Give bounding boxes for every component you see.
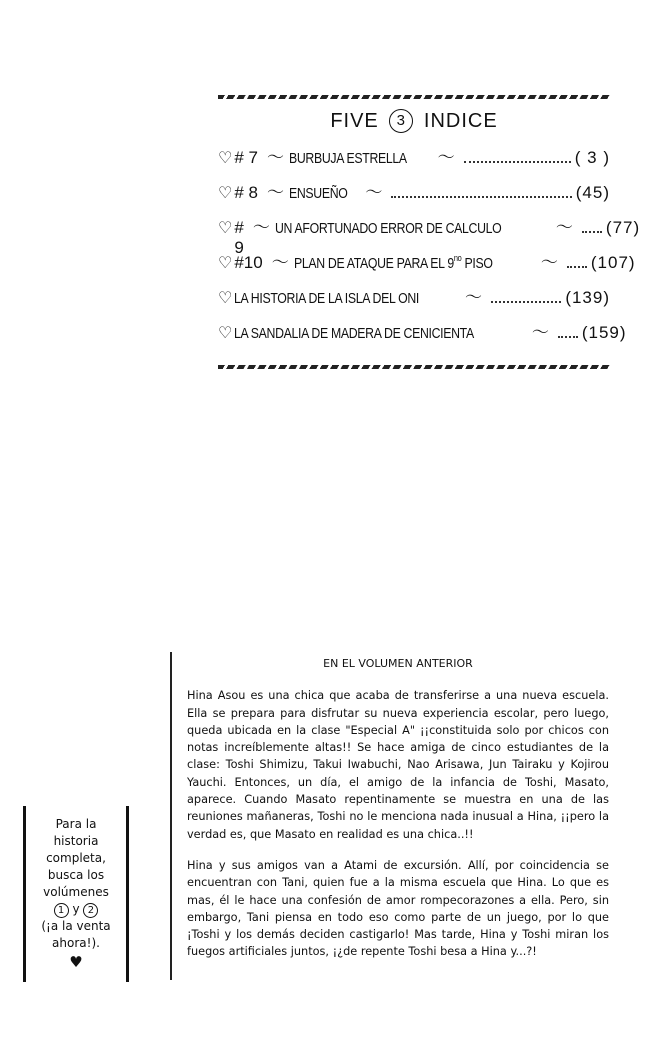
heart-icon: ♡ xyxy=(218,255,233,272)
page-number: (107) xyxy=(590,253,636,272)
chapter-title-part: PLAN DE ATAQUE PARA EL 9 xyxy=(293,255,454,272)
toc-entry xyxy=(218,248,636,283)
dot-leader xyxy=(567,266,587,268)
sidebar-line: ahora!). xyxy=(52,936,100,950)
sidebar-border-right xyxy=(126,806,129,982)
toc-title-label: INDICE xyxy=(423,110,498,132)
tilde-icon: 〜 xyxy=(271,253,289,272)
decorative-border-top xyxy=(218,95,610,99)
previous-volume-summary xyxy=(187,655,609,975)
sidebar-and: y xyxy=(72,902,80,916)
sidebar-line: Para la xyxy=(55,817,97,831)
page-number: (45) xyxy=(575,183,610,202)
tilde-icon: 〜 xyxy=(365,183,383,202)
tilde-icon: 〜 xyxy=(555,218,573,237)
page-number: (77) xyxy=(605,218,641,237)
chapter-title: BURBUJA ESTRELLA xyxy=(288,150,407,167)
sidebar-line: historia xyxy=(53,834,99,848)
volume-number-circle: 3 xyxy=(389,109,413,133)
toc-entry xyxy=(218,213,641,257)
chapter-number: # 8 xyxy=(234,183,258,202)
chapter-title xyxy=(294,253,493,272)
heart-icon: ♡ xyxy=(218,150,233,167)
dot-leader xyxy=(558,336,578,338)
ordinal-superscript: no xyxy=(453,253,462,263)
dot-leader xyxy=(391,196,571,198)
summary-paragraph: Hina y sus amigos van a Atami de excursión. Allí, por coincidencia se encuentran con Tani, quien fue a la misma escuela que Hina. Lo que es mas, él le hace una confesión de amor rompecorazones a ella. Pero, sin embargo, Tani piensa en todo eso como parte de un juego, por lo que ¡Toshi y los demás deciden castigarlo! Mas tarde, Hina y Toshi miran los fuegos artificiales juntos, ¡¿de repente Toshi besa a Hina y...?! xyxy=(187,858,609,959)
toc-title-series: FIVE xyxy=(330,110,379,132)
tilde-icon: 〜 xyxy=(266,148,284,167)
chapter-title: LA HISTORIA DE LA ISLA DEL ONI xyxy=(234,290,420,307)
toc-entry xyxy=(218,283,610,318)
sidebar-note xyxy=(23,806,129,982)
page-number: ( 3 ) xyxy=(574,148,610,167)
volume-2-circle: 2 xyxy=(83,903,98,918)
tilde-icon: 〜 xyxy=(437,148,455,167)
chapter-title: LA SANDALIA DE MADERA DE CENICIENTA xyxy=(234,325,475,342)
chapter-number: # 7 xyxy=(234,148,258,167)
heart-icon: ♡ xyxy=(218,290,233,307)
chapter-title: UN AFORTUNADO ERROR DE CALCULO xyxy=(274,220,502,237)
volume-1-circle: 1 xyxy=(54,903,69,918)
heart-icon: ♡ xyxy=(218,325,233,342)
page-number: (159) xyxy=(581,323,627,342)
vertical-divider xyxy=(170,652,172,980)
page-number: (139) xyxy=(565,288,610,307)
sidebar-border-left xyxy=(23,806,26,982)
summary-heading: EN EL VOLUMEN ANTERIOR xyxy=(323,657,473,670)
toc-title xyxy=(218,109,610,133)
toc-entry xyxy=(218,318,627,353)
sidebar-line: completa, xyxy=(46,851,106,865)
sidebar-line: volúmenes xyxy=(43,885,109,899)
toc-entry xyxy=(218,178,610,213)
heart-icon: ♡ xyxy=(218,185,233,202)
sidebar-line: (¡a la venta xyxy=(41,919,111,933)
decorative-border-bottom xyxy=(218,365,610,369)
dot-leader xyxy=(491,301,561,303)
chapter-title: ENSUEÑO xyxy=(288,185,348,202)
tilde-icon: 〜 xyxy=(252,218,270,237)
sidebar-text xyxy=(31,816,121,972)
chapter-title-part: PISO xyxy=(461,255,493,272)
summary-paragraph: Hina Asou es una chica que acaba de transferirse a una nueva escuela. Ella se prepara para disfrutar su nueva experiencia escolar, pero luego, queda ubicada en la clase "Especial A" ¡¡constituida solo por chicos con notas increíblemente altas!! Se hace amiga de cinco estudiantes de la clase: Toshi Shimizu, Takui Iwabuchi, Nao Arisawa, Jun Tairaku y Kojirou Yauchi. Entonces, un día, el amigo de la infancia de Toshi, Masato, aparece. Cuando Masato repentinamente se muestra en una de las reuniones mañaneras, Toshi no le menciona nada inusual a Hina, ¡¡pero la verdad es, que Masato en realidad es una chica..!! xyxy=(187,689,609,841)
tilde-icon: 〜 xyxy=(266,183,284,202)
heart-icon: ♡ xyxy=(218,220,233,237)
chapter-number: # 9 xyxy=(234,218,244,257)
tilde-icon: 〜 xyxy=(464,288,482,307)
dot-leader xyxy=(464,161,571,163)
chapter-number: #10 xyxy=(234,253,263,272)
dot-leader xyxy=(582,231,602,233)
toc-entry xyxy=(218,143,610,178)
heart-icon: ♥ xyxy=(69,953,83,971)
tilde-icon: 〜 xyxy=(531,323,549,342)
tilde-icon: 〜 xyxy=(540,253,558,272)
sidebar-volumes xyxy=(31,901,121,918)
sidebar-line: busca los xyxy=(47,868,105,882)
table-of-contents xyxy=(218,95,641,369)
